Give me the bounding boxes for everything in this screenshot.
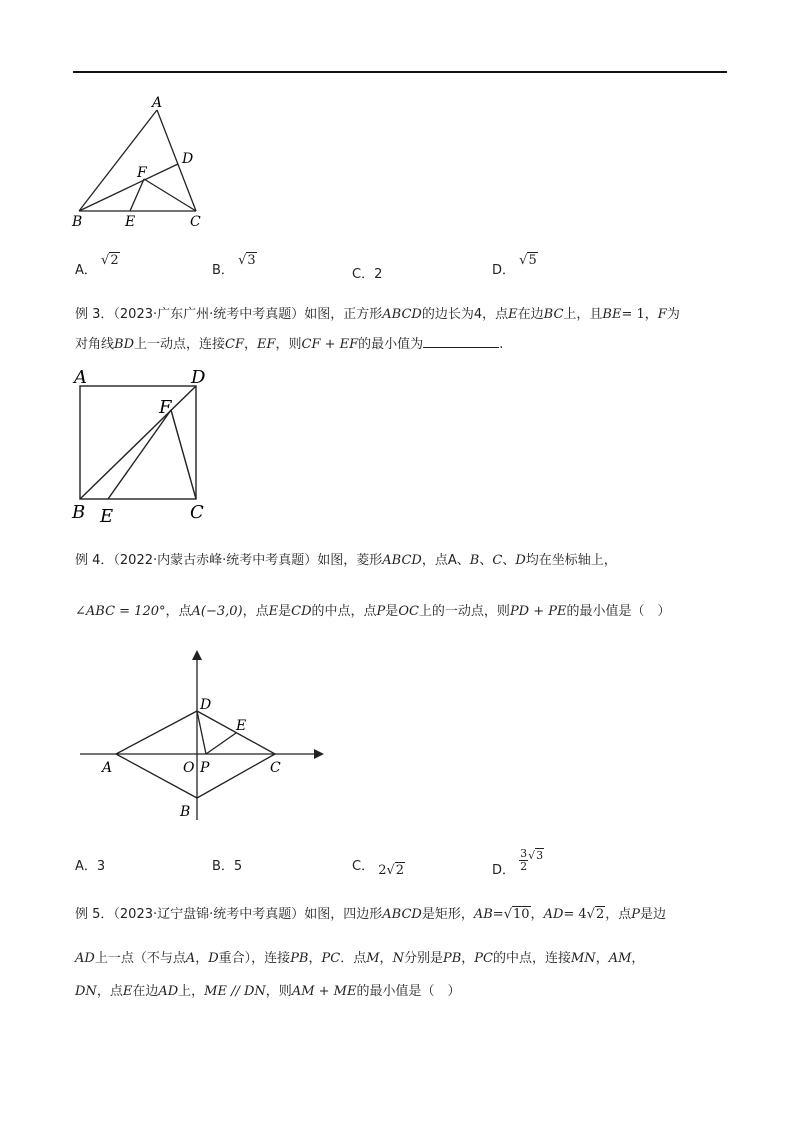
y-axis-arrow-icon bbox=[192, 650, 202, 660]
q4-option-c[interactable]: C． 2√2 bbox=[352, 859, 405, 878]
q4-option-b[interactable]: B．5 bbox=[212, 859, 243, 874]
ex5-line3: DN，点E在边AD上，ME // DN，则AM + ME的最小值是（ ） bbox=[75, 984, 461, 999]
ex3-line1: 例 3．（2023·广东广州·统考中考真题）如图，正方形ABCD的边长为4，点E在边BC上，且BE= 1，F为 bbox=[75, 307, 680, 322]
ex5-line1: 例 5．（2023·辽宁盘锦·统考中考真题）如图，四边形ABCD是矩形，AB=√10，AD= 4√2，点P是边 bbox=[75, 907, 667, 922]
label-d: D bbox=[200, 697, 212, 713]
label-b: B bbox=[72, 502, 86, 523]
label-a: A bbox=[74, 367, 87, 388]
square-figure bbox=[70, 365, 220, 525]
label-e: E bbox=[100, 506, 114, 525]
q4-option-a[interactable]: A．3 bbox=[75, 859, 106, 874]
x-axis-arrow-icon bbox=[314, 749, 324, 759]
q4-option-d[interactable]: D． $\frac{3}{2}$ $^{√3}$ bbox=[492, 847, 544, 878]
label-c: C bbox=[270, 760, 281, 776]
label-a: A bbox=[152, 95, 163, 111]
ex5-line2: AD上一点（不与点A，D重合），连接PB，PC．点M，N分别是PB，PC的中点，连接MN，AM， bbox=[75, 951, 645, 966]
q2-option-c[interactable]: C．2 bbox=[352, 267, 383, 282]
header-rule bbox=[73, 71, 727, 73]
label-b: B bbox=[72, 214, 83, 230]
label-f: F bbox=[159, 397, 172, 418]
triangle-figure bbox=[60, 92, 220, 232]
label-c: C bbox=[190, 214, 201, 230]
label-b: B bbox=[180, 804, 191, 820]
label-d: D bbox=[191, 367, 206, 388]
label-f: F bbox=[137, 165, 147, 181]
ex3-line2: 对角线BD上一动点，连接CF，EF，则CF + EF的最小值为 . bbox=[75, 337, 504, 352]
ex4-line2: ∠ABC = 120°，点A(−3,0)，点E是CD的中点，点P是OC上的一动点，则PD + PE的最小值是（ ） bbox=[75, 604, 671, 619]
rhombus-figure bbox=[70, 648, 330, 828]
q2-option-d[interactable]: D． √5 bbox=[492, 253, 537, 278]
label-e: E bbox=[125, 214, 136, 230]
label-e: E bbox=[236, 718, 247, 734]
answer-blank[interactable] bbox=[423, 335, 499, 348]
label-p: P bbox=[200, 760, 210, 776]
ex4-line1: 例 4．（2022·内蒙古赤峰·统考中考真题）如图，菱形ABCD，点A、B、C、D均在坐标轴上， bbox=[75, 553, 617, 568]
label-d: D bbox=[182, 151, 194, 167]
label-o: O bbox=[183, 760, 195, 776]
label-c: C bbox=[190, 502, 204, 523]
q2-option-a[interactable]: A． √2 bbox=[75, 253, 119, 278]
q2-option-b[interactable]: B． √3 bbox=[212, 253, 256, 278]
label-a: A bbox=[102, 760, 113, 776]
